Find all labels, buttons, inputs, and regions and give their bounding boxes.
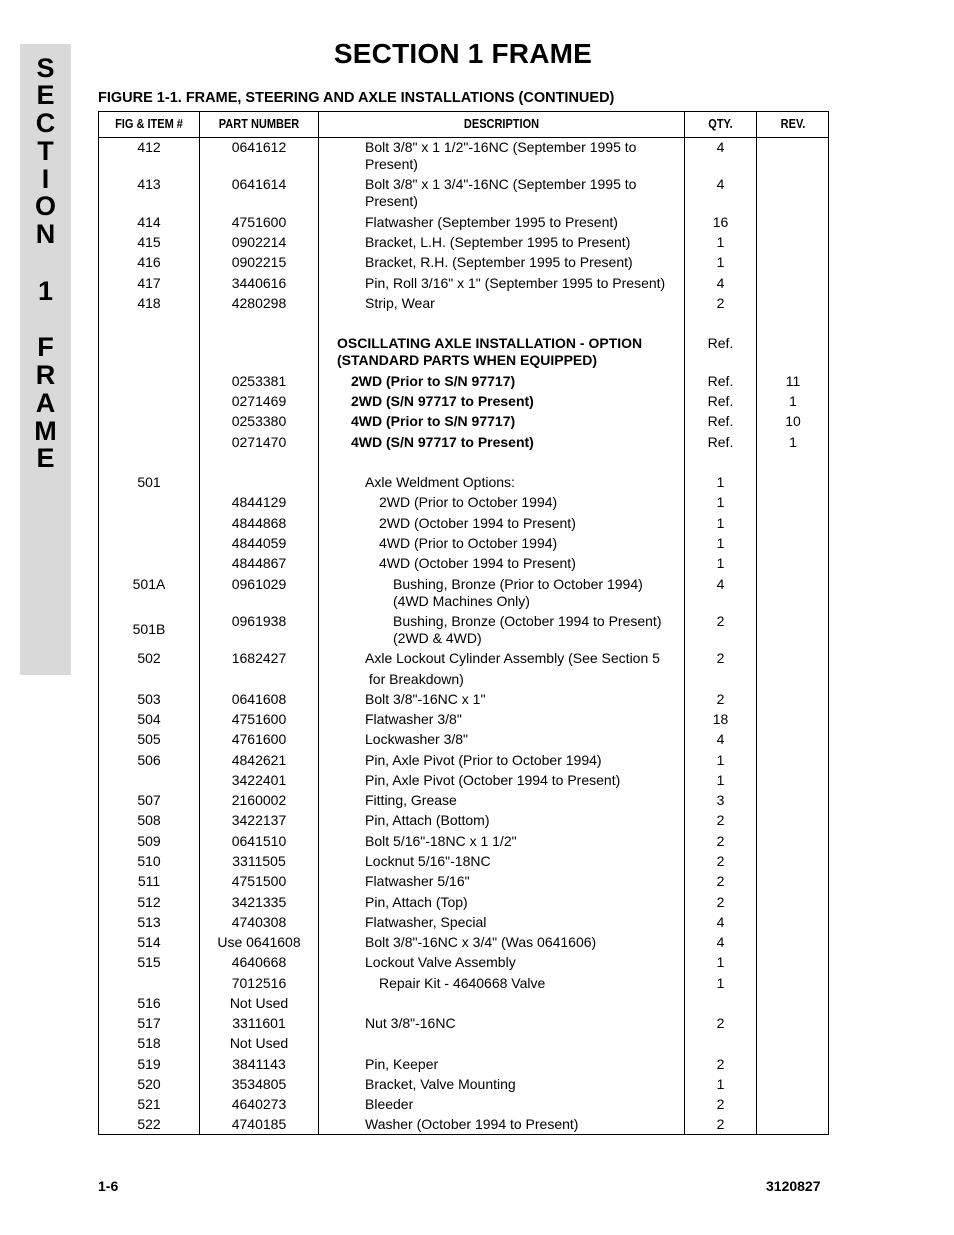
cell-part: Use 0641608 (217, 934, 301, 950)
cell-part: 1682427 (231, 650, 287, 666)
side-tab-letter: S (36, 53, 55, 83)
cell-part: 3311505 (232, 853, 286, 869)
cell-qty: 2 (716, 833, 725, 849)
cell-fig: 503 (137, 691, 161, 707)
cell-desc: Strip, Wear (365, 295, 435, 311)
cell-desc: Nut 3/8"-16NC (365, 1015, 456, 1031)
figure-title: FIGURE 1-1. FRAME, STEERING AND AXLE INSTALLATIONS (CONTINUED) (98, 90, 615, 106)
cell-fig: 504 (137, 711, 161, 727)
cell-part: 0271469 (231, 393, 287, 409)
cell-desc: Pin, Axle Pivot (October 1994 to Present) (365, 772, 621, 788)
cell-fig: 505 (137, 731, 161, 747)
cell-part: 3534805 (231, 1076, 287, 1092)
cell-part: 2160002 (231, 792, 287, 808)
cell-rev: 1 (789, 434, 797, 450)
cell-qty: 1 (716, 772, 725, 788)
cell-fig: 414 (137, 214, 161, 230)
cell-rev: 10 (785, 413, 801, 429)
cell-fig: 502 (137, 650, 161, 666)
side-tab-letter: E (36, 443, 55, 473)
cell-desc: Bolt 5/16"-18NC x 1 1/2" (365, 833, 517, 849)
page-title: SECTION 1 FRAME (333, 38, 593, 69)
cell-part: 4844059 (231, 535, 287, 551)
side-tab-letter: F (37, 332, 54, 362)
col-header-fig: FIG & ITEM # (115, 117, 183, 131)
cell-part: 4842621 (231, 752, 287, 768)
cell-qty: 1 (716, 555, 725, 571)
cell-part: 4640273 (231, 1096, 287, 1112)
cell-qty: 1 (716, 752, 725, 768)
cell-part: 3440616 (231, 275, 287, 291)
cell-desc: Flatwasher 3/8" (365, 711, 462, 727)
side-tab-letter: T (37, 136, 54, 166)
cell-part: 3421335 (231, 894, 287, 910)
cell-desc: Pin, Roll 3/16" x 1" (September 1995 to Present) (365, 275, 666, 291)
cell-part: Not Used (229, 1035, 289, 1051)
side-tab-letter: R (35, 360, 56, 390)
cell-desc: 2WD (October 1994 to Present) (379, 515, 576, 531)
cell-desc: Bolt 3/8"-16NC x 3/4" (Was 0641606) (365, 934, 597, 950)
cell-desc: Pin, Attach (Top) (365, 894, 468, 910)
cell-fig: 512 (137, 894, 161, 910)
cell-part: 4751500 (231, 873, 287, 889)
cell-qty: 1 (716, 1076, 725, 1092)
cell-part: 4740308 (231, 914, 287, 930)
cell-fig: 417 (137, 275, 161, 291)
cell-fig: 506 (137, 752, 161, 768)
cell-desc: Bolt 3/8" x 1 3/4"-16NC (September 1995 to Present) (365, 176, 637, 209)
cell-part: 4761600 (231, 731, 287, 747)
cell-fig: 507 (137, 792, 161, 808)
cell-desc: for Breakdown) (365, 671, 464, 687)
cell-qty: 1 (716, 254, 725, 270)
cell-desc: Bleeder (365, 1096, 414, 1112)
cell-qty: Ref. (707, 335, 734, 351)
cell-desc: OSCILLATING AXLE INSTALLATION - OPTION (STANDARD PARTS WHEN EQUIPPED) (337, 335, 643, 368)
cell-desc: Bracket, R.H. (September 1995 to Present) (365, 254, 633, 270)
cell-desc: Pin, Axle Pivot (Prior to October 1994) (365, 752, 602, 768)
cell-part: 0902215 (231, 254, 287, 270)
cell-qty: 2 (716, 1056, 725, 1072)
cell-qty: 3 (716, 792, 725, 808)
side-tab-letter: O (34, 191, 56, 221)
cell-qty: 4 (716, 139, 725, 155)
cell-part: 0961938 (231, 613, 287, 629)
cell-qty: 2 (716, 1015, 725, 1031)
parts-table (98, 111, 829, 1135)
cell-desc: Axle Weldment Options: (365, 474, 515, 490)
cell-desc: Locknut 5/16"-18NC (365, 853, 491, 869)
cell-fig: 416 (137, 254, 161, 270)
cell-desc: Lockwasher 3/8" (365, 731, 469, 747)
cell-fig: 516 (137, 995, 161, 1011)
cell-desc: Pin, Attach (Bottom) (365, 812, 490, 828)
cell-part: Not Used (229, 995, 289, 1011)
cell-fig: 520 (137, 1076, 161, 1092)
cell-fig: 511 (137, 873, 161, 889)
cell-qty: 2 (716, 1096, 725, 1112)
cell-qty: 1 (716, 535, 725, 551)
cell-qty: 1 (716, 515, 725, 531)
cell-part: 0641608 (231, 691, 287, 707)
cell-desc: Bracket, Valve Mounting (365, 1076, 516, 1092)
cell-desc: Washer (October 1994 to Present) (365, 1116, 579, 1132)
side-tab-letter: I (41, 164, 50, 194)
cell-fig: 521 (137, 1096, 161, 1112)
cell-part: 0253380 (231, 413, 287, 429)
doc-number: 3120827 (766, 1178, 821, 1194)
cell-part: 0641612 (231, 139, 287, 155)
cell-part: 0641614 (231, 176, 287, 192)
col-header-description: DESCRIPTION (463, 117, 540, 131)
cell-desc: Axle Lockout Cylinder Assembly (See Section 5 (365, 650, 660, 666)
cell-fig: 509 (137, 833, 161, 849)
cell-qty: 2 (716, 873, 725, 889)
cell-part: 3841143 (232, 1056, 286, 1072)
cell-qty: 1 (716, 494, 725, 510)
cell-part: 7012516 (231, 975, 287, 991)
cell-fig: 501A (132, 576, 166, 592)
cell-part: 4844868 (231, 515, 287, 531)
cell-fig: 418 (137, 295, 161, 311)
cell-rev: 1 (789, 393, 797, 409)
cell-fig: 515 (137, 954, 161, 970)
cell-qty: 2 (716, 853, 725, 869)
cell-fig: 518 (137, 1035, 161, 1051)
cell-desc: 4WD (S/N 97717 to Present) (351, 434, 534, 450)
cell-desc: Lockout Valve Assembly (365, 954, 516, 970)
cell-qty: 4 (716, 934, 725, 950)
column-divider (318, 112, 319, 1134)
cell-desc: 4WD (Prior to October 1994) (379, 535, 558, 551)
cell-fig: 413 (137, 176, 161, 192)
cell-desc: Bushing, Bronze (October 1994 to Present) (2WD & 4WD) (393, 613, 662, 646)
cell-qty: 1 (716, 954, 725, 970)
cell-part: 0902214 (231, 234, 287, 250)
cell-qty: 2 (716, 691, 725, 707)
cell-fig: 517 (137, 1015, 161, 1031)
cell-fig: 412 (137, 139, 161, 155)
cell-desc: Bushing, Bronze (Prior to October 1994) (4WD Machines Only) (393, 576, 643, 609)
page-number: 1-6 (98, 1178, 119, 1194)
cell-fig: 508 (137, 812, 161, 828)
cell-qty: 4 (716, 275, 725, 291)
cell-fig: 510 (137, 853, 161, 869)
cell-desc: 2WD (Prior to October 1994) (379, 494, 558, 510)
cell-qty: 18 (712, 711, 729, 727)
cell-part: 0961029 (231, 576, 287, 592)
cell-desc: Bracket, L.H. (September 1995 to Present) (365, 234, 631, 250)
cell-part: 3422137 (231, 812, 287, 828)
cell-part: 4280298 (231, 295, 287, 311)
cell-qty: 2 (716, 613, 725, 629)
col-header-qty: QTY. (708, 117, 733, 131)
side-tab-letter: M (34, 416, 57, 446)
cell-fig: 501B (132, 621, 166, 637)
cell-desc: 2WD (S/N 97717 to Present) (351, 393, 534, 409)
side-tab-letter: C (35, 108, 56, 138)
cell-desc: Repair Kit - 4640668 Valve (379, 975, 546, 991)
cell-part: 4751600 (231, 711, 287, 727)
cell-part: 4844129 (231, 494, 287, 510)
cell-part: 4740185 (231, 1116, 287, 1132)
cell-qty: Ref. (707, 413, 734, 429)
cell-qty: 16 (712, 214, 729, 230)
cell-qty: 2 (716, 812, 725, 828)
cell-part: 0641510 (231, 833, 287, 849)
cell-fig: 513 (137, 914, 161, 930)
cell-fig: 501 (137, 474, 161, 490)
cell-part: 3422401 (231, 772, 287, 788)
cell-qty: Ref. (707, 393, 734, 409)
col-header-rev: REV. (780, 117, 806, 131)
cell-desc: 4WD (October 1994 to Present) (379, 555, 576, 571)
column-divider (756, 112, 757, 1134)
cell-desc: Bolt 3/8"-16NC x 1" (365, 691, 486, 707)
cell-fig: 415 (137, 234, 161, 250)
cell-part: 4751600 (231, 214, 287, 230)
cell-part: 4844867 (231, 555, 287, 571)
cell-desc: Pin, Keeper (365, 1056, 439, 1072)
cell-desc: 4WD (Prior to S/N 97717) (351, 413, 516, 429)
cell-qty: Ref. (707, 373, 734, 389)
cell-qty: 1 (716, 474, 725, 490)
cell-rev: 11 (785, 373, 801, 389)
side-tab-letter: 1 (37, 276, 54, 306)
cell-qty: 2 (716, 650, 725, 666)
cell-fig: 519 (137, 1056, 161, 1072)
cell-desc: 2WD (Prior to S/N 97717) (351, 373, 516, 389)
cell-qty: 4 (716, 731, 725, 747)
cell-desc: Fitting, Grease (365, 792, 457, 808)
cell-desc: Flatwasher, Special (365, 914, 487, 930)
cell-desc: Flatwasher (September 1995 to Present) (365, 214, 618, 230)
cell-qty: Ref. (707, 434, 734, 450)
cell-qty: 4 (716, 576, 725, 592)
side-tab-letter: A (35, 388, 56, 418)
cell-qty: 2 (716, 295, 725, 311)
side-tab-letter: E (36, 80, 55, 110)
cell-part: 0253381 (231, 373, 287, 389)
cell-desc: Bolt 3/8" x 1 1/2"-16NC (September 1995 to Present) (365, 139, 637, 172)
cell-fig: 522 (137, 1116, 161, 1132)
cell-part: 0271470 (231, 434, 287, 450)
cell-qty: 4 (716, 176, 725, 192)
header-divider (99, 137, 828, 138)
cell-qty: 2 (716, 1116, 725, 1132)
side-tab-letter: N (35, 219, 56, 249)
cell-qty: 4 (716, 914, 725, 930)
cell-qty: 1 (716, 975, 725, 991)
cell-part: 3311601 (232, 1015, 286, 1031)
section-side-tab (20, 44, 71, 675)
cell-desc: Flatwasher 5/16" (365, 873, 470, 889)
cell-qty: 2 (716, 894, 725, 910)
cell-fig: 514 (137, 934, 161, 950)
cell-part: 4640668 (231, 954, 287, 970)
cell-qty: 1 (716, 234, 725, 250)
col-header-part: PART NUMBER (218, 117, 300, 131)
